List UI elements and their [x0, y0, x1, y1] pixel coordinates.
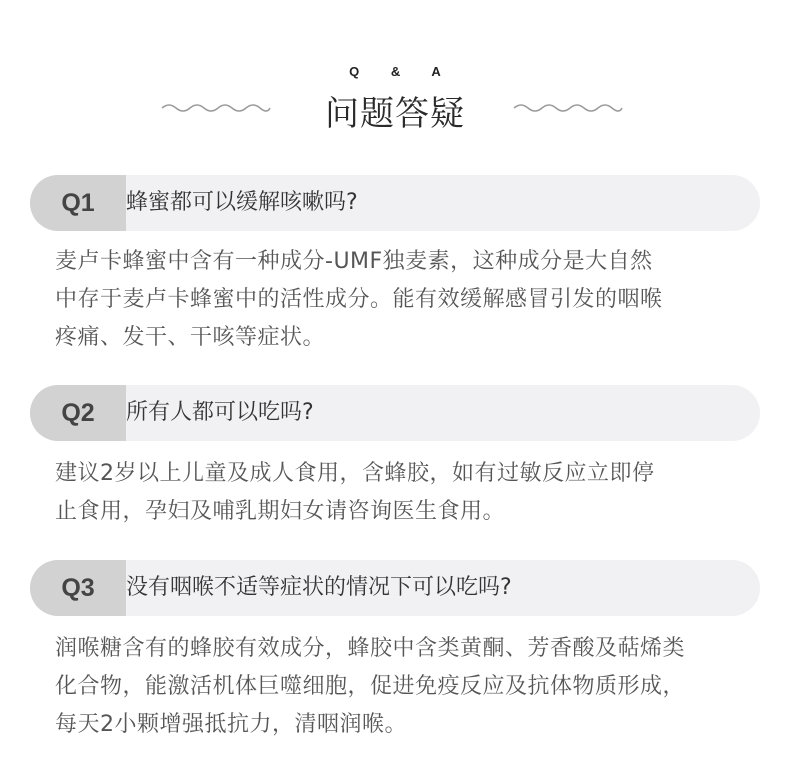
question-text: 没有咽喉不适等症状的情况下可以吃吗?	[126, 575, 512, 600]
question-text: 蜂蜜都可以缓解咳嗽吗?	[126, 190, 358, 215]
answer-line: 疼痛、发干、干咳等症状。	[55, 325, 326, 350]
question-bar	[30, 175, 760, 231]
page-header	[0, 0, 790, 150]
answer-line: 润喉糖含有的蜂胶有效成分，蜂胶中含类黄酮、芳香酸及萜烯类	[55, 636, 686, 661]
answer-line: 止食用，孕妇及哺乳期妇女请咨询医生食用。	[55, 499, 506, 524]
question-tag: Q3	[30, 560, 126, 616]
answer-text	[55, 630, 755, 744]
answer-line: 化合物，能激活机体巨噬细胞，促进免疫反应及抗体物质形成，	[55, 674, 686, 699]
question-bar	[30, 385, 760, 441]
wave-decoration-right-icon	[512, 101, 624, 115]
question-text: 所有人都可以吃吗?	[126, 400, 314, 425]
qa-label: Q & A	[349, 64, 455, 79]
page-title: 问题答疑	[325, 94, 465, 134]
answer-line: 麦卢卡蜂蜜中含有一种成分-UMF独麦素，这种成分是大自然	[55, 249, 653, 274]
answer-text	[55, 243, 755, 357]
question-bar	[30, 560, 760, 616]
answer-line: 中存于麦卢卡蜂蜜中的活性成分。能有效缓解感冒引发的咽喉	[55, 287, 663, 312]
answer-line: 建议2岁以上儿童及成人食用，含蜂胶，如有过敏反应立即停	[55, 461, 655, 486]
question-tag: Q2	[30, 385, 126, 441]
answer-line: 每天2小颗增强抵抗力，清咽润喉。	[55, 712, 407, 737]
answer-text	[55, 455, 755, 531]
question-tag: Q1	[30, 175, 126, 231]
